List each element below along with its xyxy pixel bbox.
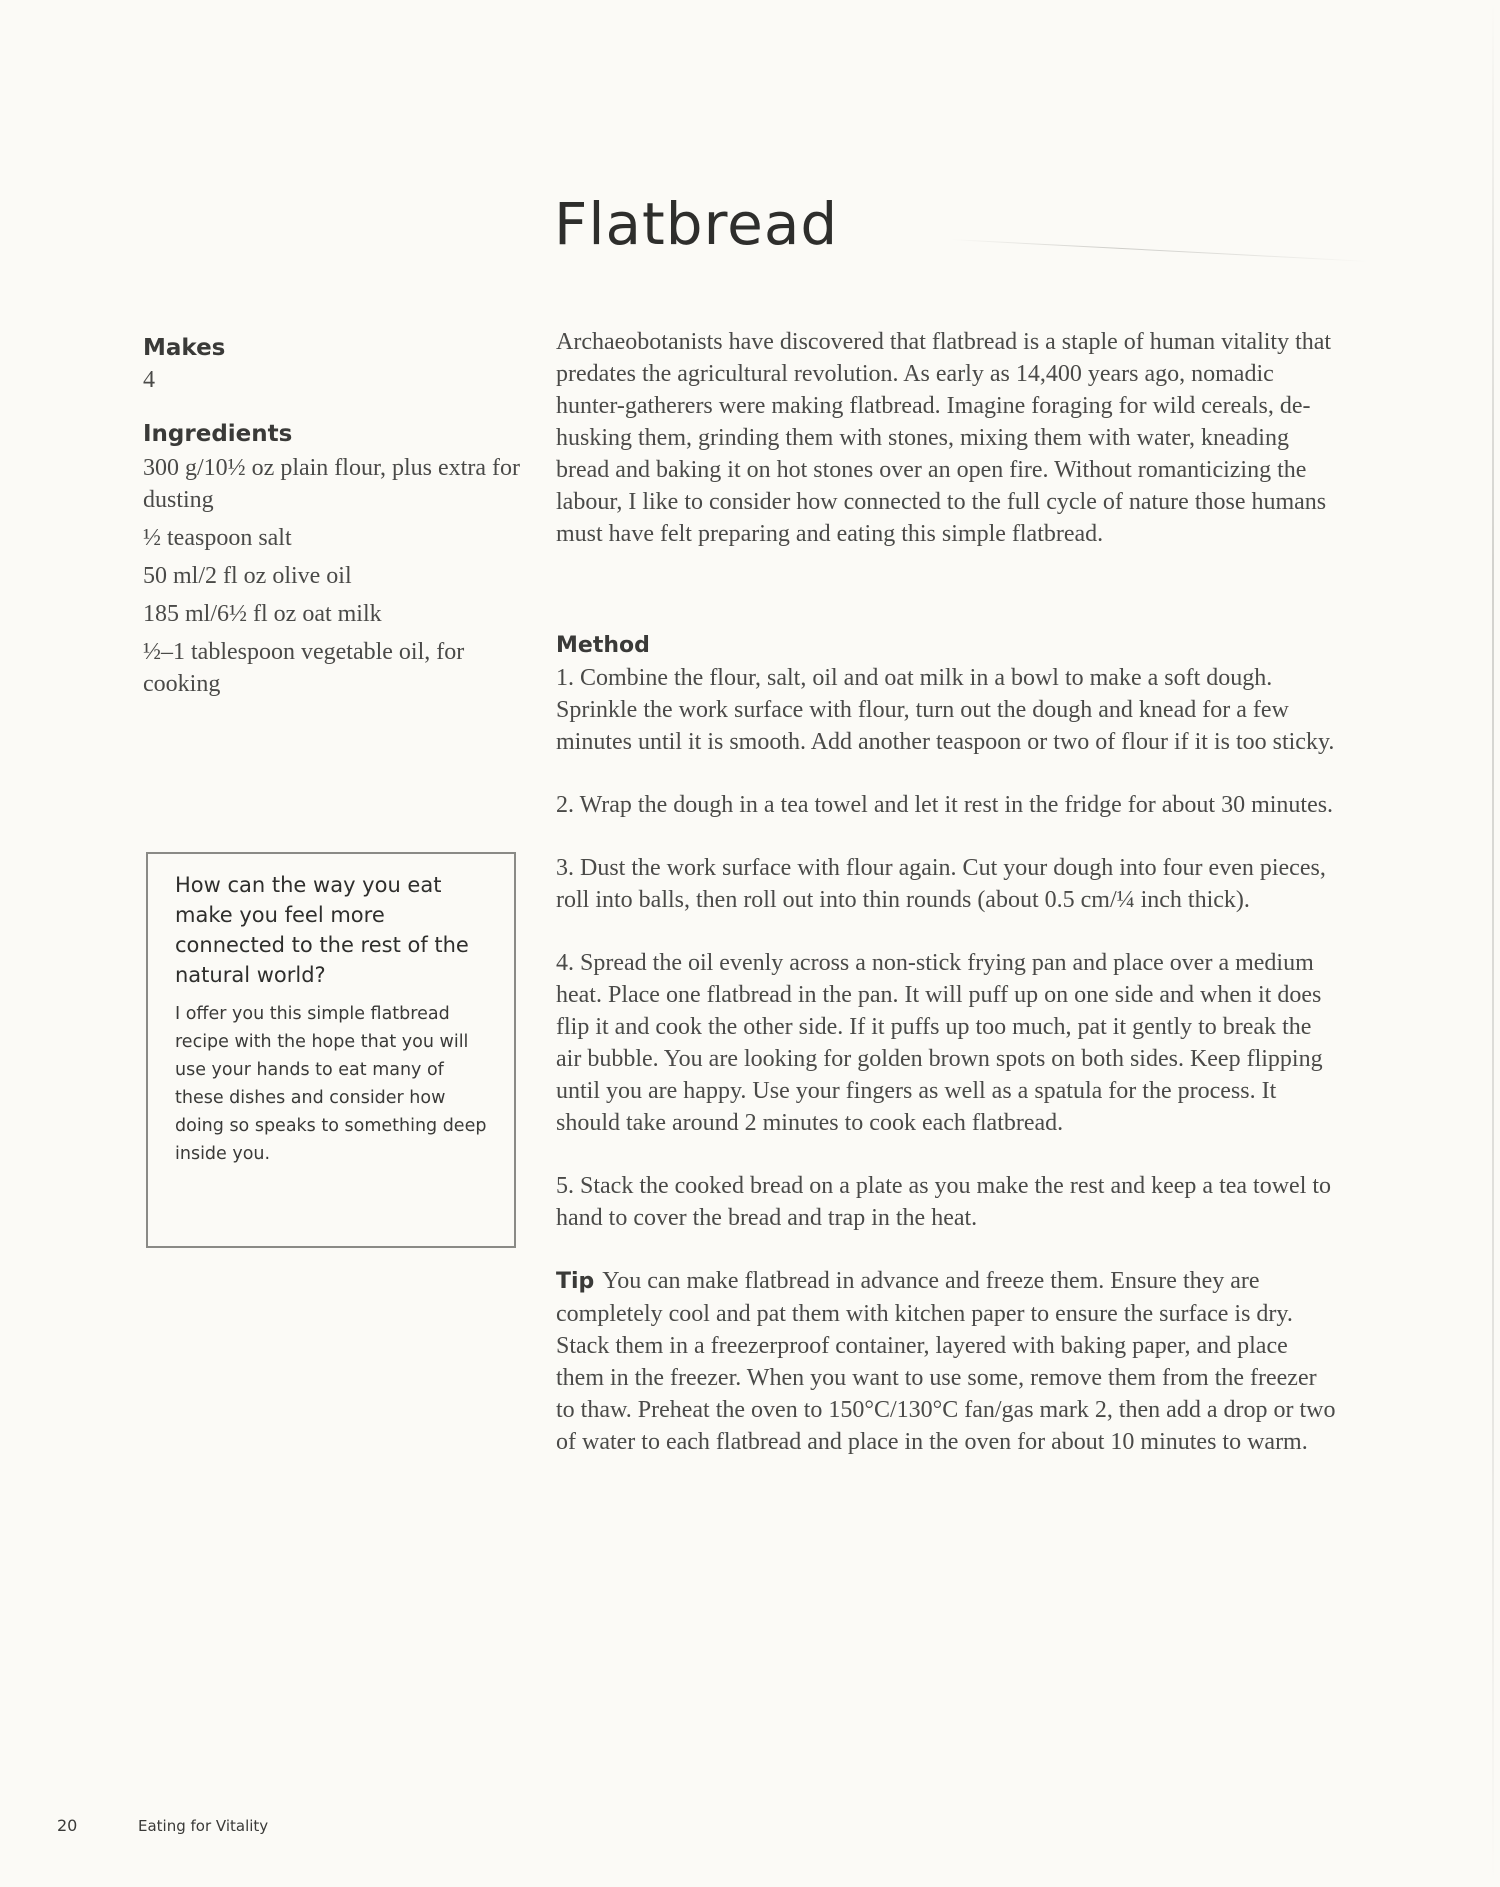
makes-value: 4 xyxy=(143,367,155,393)
page-number: 20 xyxy=(57,1816,78,1835)
recipe-main-column xyxy=(556,326,1340,1458)
ingredient-item: ½–1 tablespoon vegetable oil, for cooking xyxy=(143,639,465,697)
recipe-sidebar xyxy=(143,332,533,706)
makes-label: Makes xyxy=(143,335,226,361)
tip-paragraph xyxy=(556,1265,1340,1458)
tip-text: You can make flatbread in advance and freeze them. Ensure they are completely cool and pat them with kitchen paper to ensure the surface is dry. Stack them in a freezerproof container, layered with baking paper, and place them in the freezer. When you want to use some, remove them from the freezer to thaw. Preheat the oven to 150°C/130°C fan/gas mark 2, then add a drop or two of water to each flatbread and place in the oven for about 10 minutes to warm. xyxy=(556,1268,1336,1455)
method-step: 5. Stack the cooked bread on a plate as you make the rest and keep a tea towel to hand to cover the bread and trap in the heat. xyxy=(556,1173,1332,1231)
ingredients-list xyxy=(143,452,533,700)
intro-paragraph: Archaeobotanists have discovered that flatbread is a staple of human vitality that predates the agricultural revolution. As early as 14,400 years ago, nomadic hunter-gatherers were making flatbread. Imagine foraging for wild cereals, de-husking them, grinding them with stones, mixing them with water, kneading bread and baking it on hot stones over an open fire. Without romanticizing the labour, I like to consider how connected to the full cycle of nature those humans must have felt preparing and eating this simple flatbread. xyxy=(556,329,1332,547)
ingredient-item: 50 ml/2 fl oz olive oil xyxy=(143,563,352,589)
reflection-callout-box xyxy=(146,852,516,1248)
ingredients-label: Ingredients xyxy=(143,421,293,447)
ingredient-item: 185 ml/6½ fl oz oat milk xyxy=(143,601,382,627)
method-step: 2. Wrap the dough in a tea towel and let it rest in the fridge for about 30 minutes. xyxy=(556,792,1334,818)
ingredient-item: 300 g/10½ oz plain flour, plus extra for dusting xyxy=(143,455,520,513)
callout-body: I offer you this simple flatbread recipe with the hope that you will use your hands to eat many of these dishes and consider how doing so speaks to something deep inside you. xyxy=(175,1004,487,1164)
page-title: Flatbread xyxy=(554,190,839,258)
running-footer-section: Eating for Vitality xyxy=(138,1817,269,1835)
page-edge-shadow xyxy=(1492,0,1494,1887)
method-steps xyxy=(556,662,1340,1234)
method-heading: Method xyxy=(556,633,650,658)
ingredient-item: ½ teaspoon salt xyxy=(143,525,292,551)
callout-question: How can the way you eat make you feel more connected to the rest of the natural world? xyxy=(175,873,469,987)
method-step: 3. Dust the work surface with flour again. Cut your dough into four even pieces, roll into balls, then roll out into thin rounds (about 0.5 cm/¼ inch thick). xyxy=(556,855,1326,913)
method-step: 4. Spread the oil evenly across a non-stick frying pan and place over a medium heat. Place one flatbread in the pan. It will puff up on one side and when it does flip it and cook the other side. If it puffs up too much, pat it gently to break the air bubble. You are looking for golden brown spots on both sides. Keep flipping until you are happy. Use your fingers as well as a spatula for the process. It should take around 2 minutes to cook each flatbread. xyxy=(556,950,1323,1136)
title-rule xyxy=(950,239,1369,262)
tip-label: Tip xyxy=(556,1269,595,1294)
method-step: 1. Combine the flour, salt, oil and oat milk in a bowl to make a soft dough. Sprinkle the work surface with flour, turn out the dough and knead for a few minutes until it is smooth. Add another teaspoon or two of flour if it is too sticky. xyxy=(556,665,1335,755)
